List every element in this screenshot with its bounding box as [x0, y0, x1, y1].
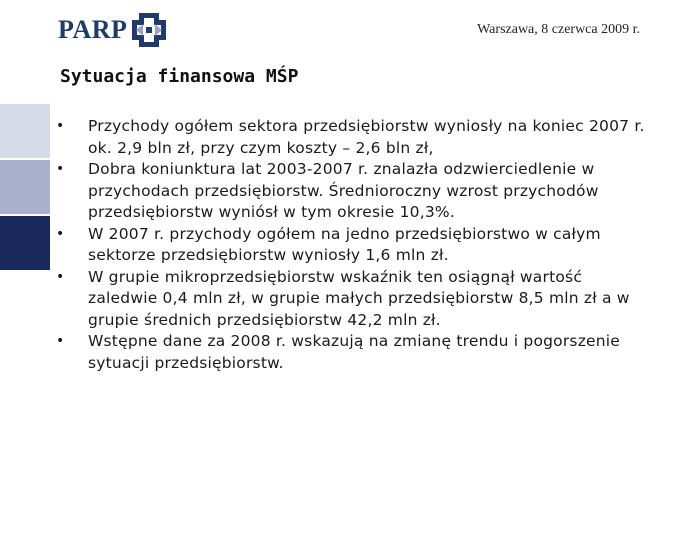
slide-title: Sytuacja finansowa MŚP — [60, 66, 299, 87]
bullet-item — [56, 331, 656, 374]
bullet-item — [56, 116, 656, 159]
bullet-icon: • — [56, 118, 65, 134]
bullet-icon: • — [56, 225, 65, 242]
bullet-list — [56, 116, 656, 374]
decorative-block-mid — [0, 160, 50, 214]
bullet-icon: • — [56, 268, 65, 285]
bullet-icon: • — [56, 161, 65, 177]
bullet-text: W 2007 r. przychody ogółem na jedno przedsiębiorstwo w całym sektorze przedsiębiorstw wyniosły 1,6 mln zł. — [88, 224, 601, 264]
bullet-item — [56, 224, 656, 267]
parp-logo — [58, 12, 167, 48]
bullet-item — [56, 267, 656, 332]
bullet-text: Dobra koniunktura lat 2003-2007 r. znalazła odzwierciedlenie w przychodach przedsiębiorstw. Średnioroczny wzrost przychodów przedsiębiorstw wyniósł w tym okresie 10,3%. — [88, 160, 599, 221]
bullet-text: W grupie mikroprzedsiębiorstw wskaźnik ten osiągnął wartość zaledwie 0,4 mln zł, w grupie małych przedsiębiorstw 8,5 mln zł a w grupie średnich przedsiębiorstw 42,2 mln zł. — [88, 267, 630, 329]
bullet-text: Przychody ogółem sektora przedsiębiorstw wyniosły na koniec 2007 r. ok. 2,9 bln zł, przy czym koszty – 2,6 bln zł, — [88, 117, 645, 157]
document-date: Warszawa, 8 czerwca 2009 r. — [477, 22, 640, 37]
parp-logo-icon — [131, 12, 167, 48]
decorative-block-dark — [0, 216, 50, 270]
logo-text: PARP — [58, 15, 128, 44]
bullet-item — [56, 159, 656, 224]
decorative-block-light — [0, 104, 50, 158]
bullet-text: Wstępne dane za 2008 r. wskazują na zmianę trendu i pogorszenie sytuacji przedsiębiorstw. — [88, 332, 621, 372]
bullet-icon: • — [56, 333, 65, 349]
